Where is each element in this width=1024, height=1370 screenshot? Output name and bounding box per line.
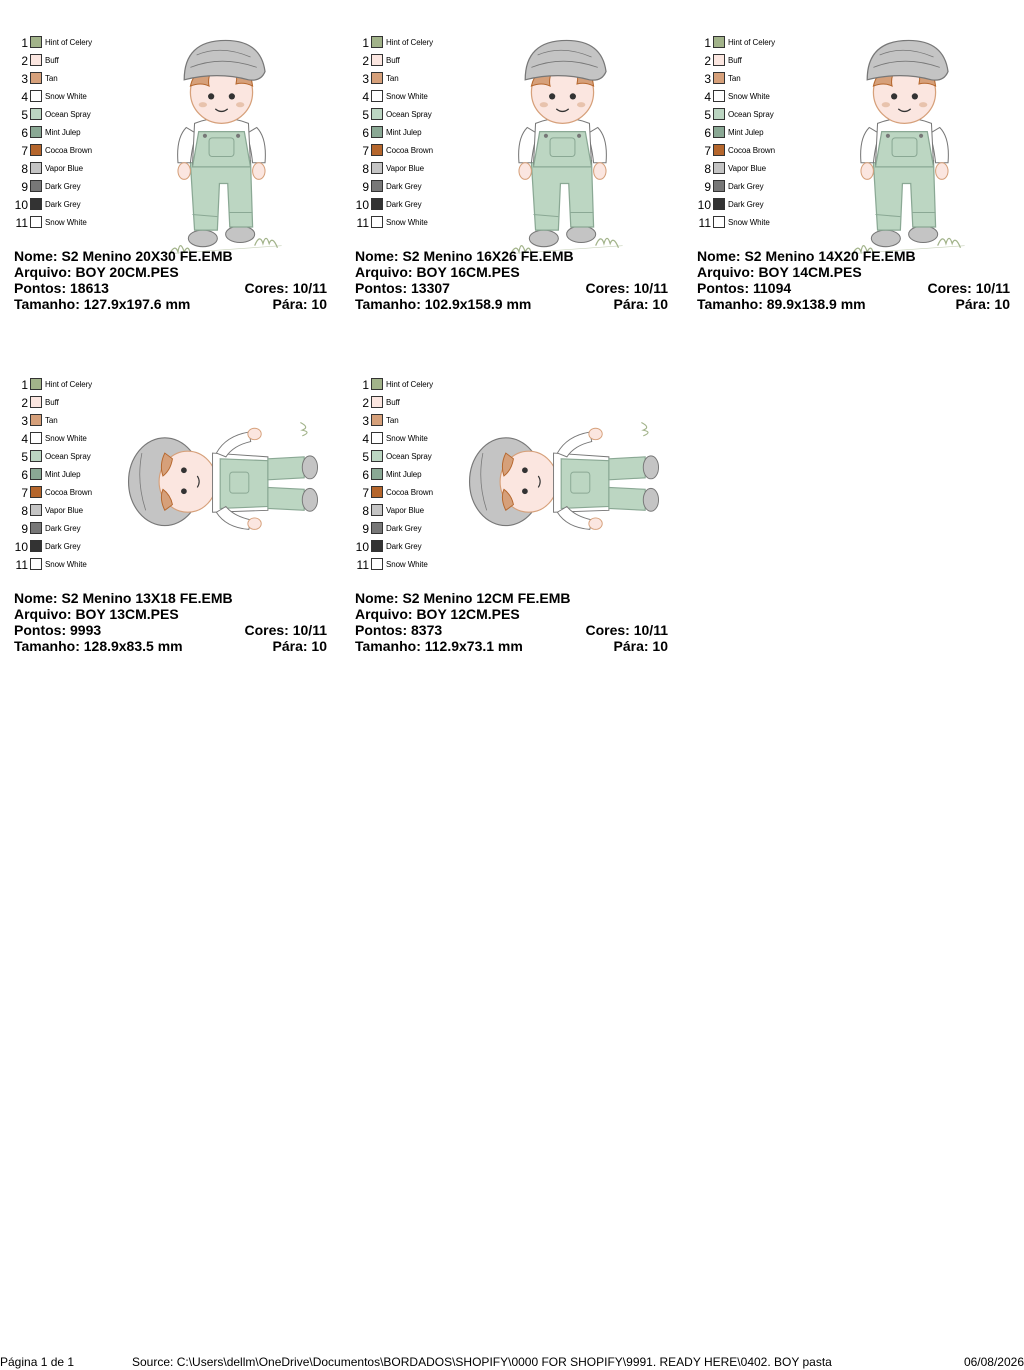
thread-name: Ocean Spray (728, 110, 774, 119)
embroidery-preview (842, 28, 967, 256)
design-name: Nome: S2 Menino 20X30 FE.EMB (14, 248, 233, 264)
color-swatch (713, 216, 725, 228)
color-swatch (371, 522, 383, 534)
design-card (355, 352, 675, 682)
legend-item (14, 70, 134, 88)
page-footer (0, 1354, 1024, 1370)
thread-name: Buff (386, 398, 400, 407)
color-swatch (30, 216, 42, 228)
stitch-count: Pontos: 8373 (355, 622, 443, 638)
legend-item (355, 556, 475, 574)
source-path: Source: C:\Users\dellm\OneDrive\Documentos\BORDADOS\SHOPIFY\0000 FOR SHOPIFY\9991. READY HERE\0402. BOY pasta (132, 1355, 832, 1369)
legend-number: 9 (21, 522, 28, 536)
legend-number: 7 (362, 486, 369, 500)
thread-name: Ocean Spray (45, 110, 91, 119)
legend-item (355, 196, 475, 214)
color-swatch (371, 414, 383, 426)
design-info (697, 248, 1017, 312)
color-swatch (713, 144, 725, 156)
design-name: Nome: S2 Menino 14X20 FE.EMB (697, 248, 916, 264)
legend-number: 5 (21, 108, 28, 122)
thread-name: Dark Grey (45, 182, 81, 191)
design-file: Arquivo: BOY 12CM.PES (355, 606, 520, 622)
legend-item (14, 556, 134, 574)
legend-number: 6 (362, 126, 369, 140)
thread-name: Vapor Blue (45, 506, 83, 515)
color-swatch (371, 504, 383, 516)
thread-name: Snow White (728, 218, 770, 227)
boy-illustration (842, 28, 967, 256)
legend-item (355, 502, 475, 520)
thread-name: Snow White (728, 92, 770, 101)
legend-item (14, 538, 134, 556)
color-swatch (371, 432, 383, 444)
design-card (14, 10, 334, 340)
legend-number: 10 (355, 198, 369, 212)
legend-number: 10 (14, 540, 28, 554)
legend-number: 2 (21, 396, 28, 410)
color-count: Cores: 10/11 (244, 280, 327, 296)
thread-name: Snow White (386, 92, 428, 101)
legend-number: 2 (704, 54, 711, 68)
legend-item (14, 52, 134, 70)
legend-number: 5 (362, 450, 369, 464)
thread-name: Dark Grey (386, 182, 422, 191)
legend-item (14, 214, 134, 232)
legend-number: 3 (704, 72, 711, 86)
print-date: 06/08/2026 (963, 1355, 1024, 1369)
color-swatch (371, 108, 383, 120)
legend-item (14, 502, 134, 520)
legend-item (355, 52, 475, 70)
legend-item (355, 142, 475, 160)
thread-color-legend (14, 34, 134, 232)
stitch-count: Pontos: 11094 (697, 280, 792, 296)
color-swatch (371, 558, 383, 570)
legend-number: 9 (362, 522, 369, 536)
stitch-count: Pontos: 9993 (14, 622, 102, 638)
thread-name: Mint Julep (45, 128, 81, 137)
legend-number: 7 (21, 486, 28, 500)
thread-name: Buff (45, 56, 59, 65)
design-size: Tamanho: 102.9x158.9 mm (355, 296, 532, 312)
thread-name: Ocean Spray (386, 110, 432, 119)
embroidery-preview (119, 410, 329, 540)
legend-item (697, 124, 817, 142)
legend-number: 3 (21, 414, 28, 428)
color-swatch (713, 72, 725, 84)
design-info (14, 590, 334, 654)
boy-illustration (500, 28, 625, 256)
legend-number: 11 (15, 558, 28, 572)
legend-item (355, 376, 475, 394)
thread-name: Cocoa Brown (386, 488, 433, 497)
legend-number: 8 (362, 162, 369, 176)
color-swatch (371, 450, 383, 462)
thread-name: Buff (728, 56, 742, 65)
color-swatch (371, 198, 383, 210)
legend-item (697, 106, 817, 124)
thread-name: Vapor Blue (728, 164, 766, 173)
stop-count: Pára: 10 (955, 296, 1010, 312)
legend-number: 9 (362, 180, 369, 194)
thread-name: Ocean Spray (386, 452, 432, 461)
thread-name: Snow White (45, 434, 87, 443)
thread-name: Buff (386, 56, 400, 65)
legend-item (14, 88, 134, 106)
legend-item (14, 394, 134, 412)
legend-item (355, 106, 475, 124)
color-swatch (30, 468, 42, 480)
legend-number: 1 (21, 36, 28, 50)
legend-item (355, 160, 475, 178)
legend-item (355, 466, 475, 484)
thread-name: Mint Julep (728, 128, 764, 137)
color-swatch (30, 486, 42, 498)
design-file: Arquivo: BOY 13CM.PES (14, 606, 179, 622)
thread-name: Hint of Celery (386, 380, 434, 389)
legend-number: 11 (356, 558, 369, 572)
boy-illustration (159, 28, 284, 256)
thread-color-legend (697, 34, 817, 232)
thread-name: Vapor Blue (386, 164, 424, 173)
legend-item (355, 34, 475, 52)
page-number: Página 1 de 1 (0, 1355, 75, 1369)
color-swatch (30, 522, 42, 534)
legend-number: 11 (356, 216, 369, 230)
legend-number: 1 (362, 36, 369, 50)
legend-number: 6 (362, 468, 369, 482)
thread-name: Tan (728, 74, 741, 83)
thread-name: Mint Julep (386, 128, 422, 137)
legend-item (14, 430, 134, 448)
thread-name: Cocoa Brown (45, 488, 92, 497)
legend-number: 7 (704, 144, 711, 158)
color-swatch (713, 54, 725, 66)
design-card (697, 10, 1017, 340)
legend-item (355, 448, 475, 466)
design-size: Tamanho: 89.9x138.9 mm (697, 296, 866, 312)
legend-number: 5 (704, 108, 711, 122)
color-swatch (30, 90, 42, 102)
thread-name: Dark Grey (45, 542, 81, 551)
color-swatch (371, 144, 383, 156)
color-count: Cores: 10/11 (585, 280, 668, 296)
color-swatch (371, 54, 383, 66)
legend-item (14, 466, 134, 484)
legend-item (14, 160, 134, 178)
legend-number: 7 (21, 144, 28, 158)
thread-color-legend (355, 376, 475, 574)
thread-name: Vapor Blue (45, 164, 83, 173)
legend-item (14, 376, 134, 394)
thread-name: Dark Grey (728, 182, 764, 191)
design-info (14, 248, 334, 312)
color-swatch (30, 558, 42, 570)
color-swatch (371, 216, 383, 228)
color-swatch (371, 126, 383, 138)
embroidery-preview (500, 28, 625, 256)
thread-name: Snow White (386, 560, 428, 569)
thread-name: Buff (45, 398, 59, 407)
color-swatch (371, 378, 383, 390)
legend-number: 6 (21, 468, 28, 482)
thread-name: Mint Julep (386, 470, 422, 479)
legend-number: 1 (704, 36, 711, 50)
thread-name: Dark Grey (45, 200, 81, 209)
thread-name: Dark Grey (386, 200, 422, 209)
legend-item (355, 394, 475, 412)
thread-name: Hint of Celery (386, 38, 434, 47)
color-swatch (371, 90, 383, 102)
color-swatch (713, 90, 725, 102)
legend-number: 5 (362, 108, 369, 122)
color-swatch (30, 198, 42, 210)
color-swatch (371, 540, 383, 552)
legend-number: 4 (21, 432, 28, 446)
legend-item (697, 196, 817, 214)
legend-item (355, 214, 475, 232)
legend-number: 8 (362, 504, 369, 518)
design-card (355, 10, 675, 340)
thread-name: Snow White (45, 560, 87, 569)
legend-number: 10 (697, 198, 711, 212)
color-swatch (30, 54, 42, 66)
legend-number: 1 (362, 378, 369, 392)
design-size: Tamanho: 127.9x197.6 mm (14, 296, 191, 312)
color-swatch (30, 36, 42, 48)
color-swatch (30, 450, 42, 462)
thread-name: Dark Grey (386, 542, 422, 551)
legend-item (697, 160, 817, 178)
color-swatch (371, 486, 383, 498)
color-swatch (30, 144, 42, 156)
legend-number: 8 (21, 504, 28, 518)
legend-number: 4 (704, 90, 711, 104)
legend-number: 8 (21, 162, 28, 176)
legend-item (14, 178, 134, 196)
design-name: Nome: S2 Menino 12CM FE.EMB (355, 590, 571, 606)
legend-item (14, 484, 134, 502)
thread-name: Snow White (45, 218, 87, 227)
legend-number: 8 (704, 162, 711, 176)
thread-name: Hint of Celery (728, 38, 776, 47)
legend-number: 1 (21, 378, 28, 392)
color-swatch (30, 432, 42, 444)
legend-item (355, 520, 475, 538)
color-swatch (371, 162, 383, 174)
legend-item (355, 88, 475, 106)
color-swatch (30, 504, 42, 516)
legend-number: 7 (362, 144, 369, 158)
legend-number: 4 (21, 90, 28, 104)
thread-name: Mint Julep (45, 470, 81, 479)
design-file: Arquivo: BOY 16CM.PES (355, 264, 520, 280)
design-card (14, 352, 334, 682)
legend-number: 3 (362, 414, 369, 428)
color-swatch (713, 126, 725, 138)
legend-item (14, 106, 134, 124)
legend-item (697, 214, 817, 232)
boy-lying-illustration (460, 410, 670, 540)
legend-item (697, 34, 817, 52)
design-file: Arquivo: BOY 20CM.PES (14, 264, 179, 280)
legend-number: 4 (362, 432, 369, 446)
stop-count: Pára: 10 (613, 296, 668, 312)
color-swatch (371, 36, 383, 48)
color-swatch (371, 396, 383, 408)
design-info (355, 590, 675, 654)
color-count: Cores: 10/11 (927, 280, 1010, 296)
thread-color-legend (14, 376, 134, 574)
thread-name: Snow White (386, 434, 428, 443)
thread-name: Tan (45, 74, 58, 83)
stop-count: Pára: 10 (272, 638, 327, 654)
thread-name: Dark Grey (45, 524, 81, 533)
color-swatch (371, 180, 383, 192)
color-swatch (713, 180, 725, 192)
embroidery-preview (159, 28, 284, 256)
color-swatch (30, 72, 42, 84)
thread-name: Hint of Celery (45, 380, 93, 389)
color-swatch (713, 36, 725, 48)
design-size: Tamanho: 128.9x83.5 mm (14, 638, 183, 654)
thread-name: Cocoa Brown (45, 146, 92, 155)
stop-count: Pára: 10 (613, 638, 668, 654)
legend-item (355, 484, 475, 502)
thread-name: Snow White (45, 92, 87, 101)
color-swatch (30, 162, 42, 174)
color-swatch (30, 414, 42, 426)
legend-item (697, 178, 817, 196)
legend-item (355, 178, 475, 196)
legend-number: 2 (21, 54, 28, 68)
legend-number: 6 (21, 126, 28, 140)
embroidery-preview (460, 410, 670, 540)
design-name: Nome: S2 Menino 13X18 FE.EMB (14, 590, 233, 606)
legend-number: 2 (362, 54, 369, 68)
legend-number: 4 (362, 90, 369, 104)
legend-item (14, 412, 134, 430)
legend-number: 11 (698, 216, 711, 230)
color-swatch (371, 468, 383, 480)
design-info (355, 248, 675, 312)
thread-name: Ocean Spray (45, 452, 91, 461)
thread-name: Tan (386, 416, 399, 425)
stop-count: Pára: 10 (272, 296, 327, 312)
thread-name: Snow White (386, 218, 428, 227)
legend-number: 9 (704, 180, 711, 194)
stitch-count: Pontos: 18613 (14, 280, 109, 296)
legend-number: 3 (362, 72, 369, 86)
design-file: Arquivo: BOY 14CM.PES (697, 264, 862, 280)
color-swatch (713, 162, 725, 174)
legend-number: 11 (15, 216, 28, 230)
legend-item (14, 124, 134, 142)
color-swatch (30, 180, 42, 192)
color-swatch (713, 198, 725, 210)
legend-item (355, 124, 475, 142)
legend-item (14, 34, 134, 52)
design-name: Nome: S2 Menino 16X26 FE.EMB (355, 248, 574, 264)
thread-color-legend (355, 34, 475, 232)
legend-item (14, 196, 134, 214)
legend-item (355, 538, 475, 556)
color-swatch (713, 108, 725, 120)
legend-item (697, 142, 817, 160)
legend-number: 2 (362, 396, 369, 410)
boy-lying-illustration (119, 410, 329, 540)
thread-name: Tan (386, 74, 399, 83)
legend-item (14, 448, 134, 466)
design-size: Tamanho: 112.9x73.1 mm (355, 638, 523, 654)
color-swatch (371, 72, 383, 84)
color-swatch (30, 126, 42, 138)
thread-name: Hint of Celery (45, 38, 93, 47)
legend-item (697, 70, 817, 88)
thread-name: Dark Grey (728, 200, 764, 209)
stitch-count: Pontos: 13307 (355, 280, 450, 296)
legend-number: 10 (355, 540, 369, 554)
color-swatch (30, 108, 42, 120)
legend-number: 10 (14, 198, 28, 212)
color-swatch (30, 396, 42, 408)
color-swatch (30, 540, 42, 552)
thread-name: Cocoa Brown (386, 146, 433, 155)
color-swatch (30, 378, 42, 390)
thread-name: Cocoa Brown (728, 146, 775, 155)
thread-name: Dark Grey (386, 524, 422, 533)
legend-number: 3 (21, 72, 28, 86)
legend-item (14, 142, 134, 160)
legend-item (697, 52, 817, 70)
color-count: Cores: 10/11 (244, 622, 327, 638)
legend-item (697, 88, 817, 106)
legend-number: 5 (21, 450, 28, 464)
thread-name: Tan (45, 416, 58, 425)
legend-item (355, 412, 475, 430)
legend-number: 9 (21, 180, 28, 194)
legend-number: 6 (704, 126, 711, 140)
legend-item (355, 70, 475, 88)
color-count: Cores: 10/11 (585, 622, 668, 638)
legend-item (355, 430, 475, 448)
thread-name: Vapor Blue (386, 506, 424, 515)
legend-item (14, 520, 134, 538)
